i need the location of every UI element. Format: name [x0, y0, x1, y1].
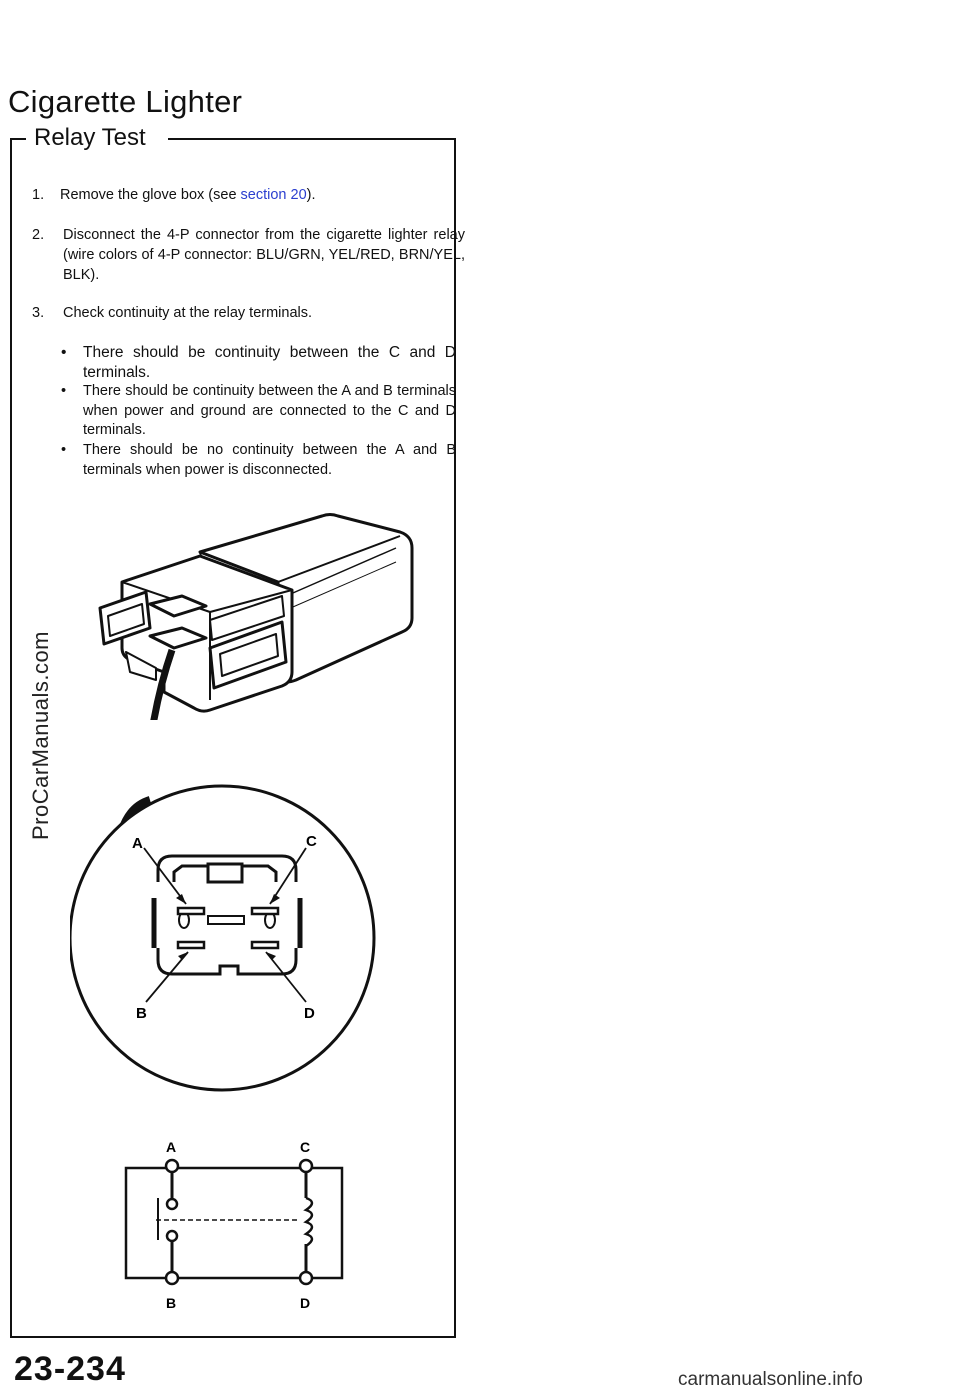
bullet-marker: •	[61, 344, 67, 361]
label-a: A	[132, 835, 143, 852]
detail-circle	[70, 786, 374, 1090]
page-title: Cigarette Lighter	[8, 84, 243, 119]
label-d: D	[304, 1005, 315, 1022]
terminal-a-pin	[178, 908, 204, 914]
schematic-label-d: D	[300, 1295, 311, 1311]
bullet-text: There should be no continuity between the A and B terminals when power is disconnected.	[83, 442, 456, 478]
step-number: 2.	[32, 227, 45, 243]
step-text-after: ).	[306, 187, 316, 203]
bullet-marker: •	[61, 442, 67, 458]
step-number: 3.	[32, 305, 45, 321]
relay-illustration	[60, 500, 450, 720]
section-title: Relay Test	[34, 124, 146, 151]
section-link[interactable]: section 20	[240, 187, 307, 203]
schematic-label-c: C	[300, 1139, 311, 1155]
step-text: Remove the glove box (see	[60, 187, 241, 203]
bullet-text: There should be continuity between the A and B terminals when power and ground are connected to the C and D terminals.	[83, 383, 456, 438]
terminal-detail	[70, 770, 380, 1100]
terminal-d-pin	[252, 942, 278, 948]
schematic-label-b: B	[166, 1295, 177, 1311]
relay-schematic	[110, 1136, 370, 1316]
page-number: 23-234	[14, 1350, 126, 1388]
step-number: 1.	[32, 187, 45, 203]
step-text: Check continuity at the relay terminals.	[63, 305, 313, 321]
schematic-label-a: A	[166, 1139, 177, 1155]
watermark-carmanualsonline[interactable]: carmanualsonline.info	[678, 1369, 863, 1390]
label-c: C	[306, 833, 317, 850]
label-b: B	[136, 1005, 147, 1022]
terminal-c-pin	[252, 908, 278, 914]
terminal-b-pin	[178, 942, 204, 948]
step-text: Disconnect the 4-P connector from the cigarette lighter relay (wire colors of 4-P connector: BLU/GRN, YEL/RED, BRN/YEL, BLK).	[63, 227, 465, 283]
watermark-procarmanuals: ProCarManuals.com	[28, 630, 53, 840]
bullet-text: There should be continuity between the C and D terminals.	[83, 344, 456, 381]
bullet-marker: •	[61, 383, 67, 399]
